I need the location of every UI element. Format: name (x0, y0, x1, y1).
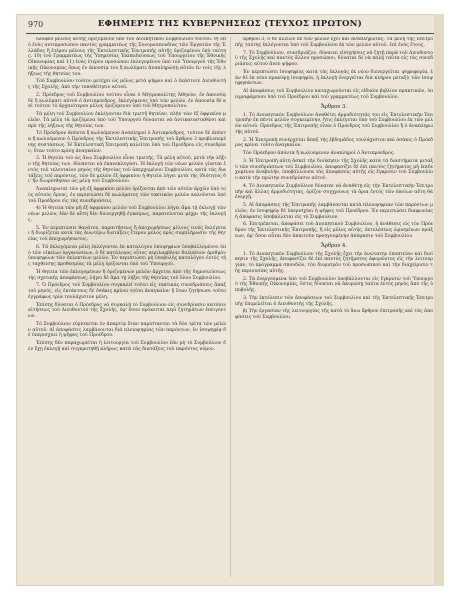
column-divider (230, 37, 231, 577)
paragraph: Τὸ Πρόεδρον ἀπόντα ἢ κωλυόμενον ἀναπληροῖ ὁ Ἀντιπρόεδρος, τοῦτον δὲ ἀπόντα ἢ κωλυόμενον ὁ Πρόεδρος τῆς Ἐκτελεστικῆς Ἐπιτροπῆς τοῦ ἄρθρου 3 προβλεπομένης συστάσεως. Ἡ Ἐκτελεστικὴ Ἐπιτροπὴ καλεῖται ὑπὸ τοῦ Προέδρου εἰς συνεδρίαν, ὅταν τοῦτο κρίνῃ ἀναγκαῖον. (28, 131, 226, 154)
paragraph: 1. Τὸ Διοικητικὸν Συμβούλιον τῆς Σχολῆς ἔχει τὴν ἀνώτατην ἐποπτείαν καὶ διοίκησιν τῆς Σχολῆς, ἀποφασίζει δὲ ἐπὶ παντὸς ζητήματος ἀφορῶντος εἰς τὴν λειτουργίαν, τὸ πρόγραμμα σπουδῶν, τὸν διορισμὸν τοῦ προσωπικοῦ καὶ τὴν διαχείρισιν τῆς περιουσίας αὐτῆς. (235, 251, 433, 274)
paragraph: 2. Ἡ Ἐπιτροπὴ συνέρχεται ἅπαξ τῆς ἑβδομάδος τουλάχιστον καὶ ὁσάκις ὁ Πρόεδρος κρίνει τοῦτο ἀναγκαῖον. (235, 137, 433, 149)
header-rule (26, 33, 434, 34)
paragraph: 5. Ἐν περιπτώσει θανάτου, παραιτήσεως ἢ ἀποχωρήσεως μέλους τινὸς ἐκλέγεται ἢ διορίζεται κατὰ τὰς ἀνωτέρω διατάξεις ἕτερον μέλος πρὸς συμπλήρωσιν τῆς θητείας τοῦ ἀποχωρήσαντος. (28, 225, 226, 242)
paragraph: 7. Τὸ Συμβούλιον, συνεδριάζον, δύναται εἰσηγήσεις νὰ ζητῇ παρὰ τοῦ Διευθυντοῦ τῆς Σχολῆς καὶ παντὸς ἄλλου προσώπου, δύναται δὲ νὰ καλῇ ταῦτα εἰς τὰς συνεδριάσεις αὐτοῦ ἄνευ ψήφου. (235, 50, 433, 67)
page-edge (434, 14, 444, 586)
paragraph: Τὰ μέλη τοῦ Συμβουλίου ἐκλέγονται διὰ τριετῆ θητείαν, πλὴν τῶν ἐξ ὀφφικίου μελῶν. Τὰ μέλη τὰ ὁριζόμενα ὑπὸ τοῦ Ὑπουργοῦ δύνανται νὰ ἀντικατασταθῶσι καὶ πρὸ τῆς λήξεως τῆς θητείας των. (28, 112, 226, 129)
paragraph: 3. Ἡ θητεία τοῦ ὡς ἄνω Συμβουλίου εἶναι τριετής. Τὰ μέλη αὐτοῦ, μετὰ τὴν λῆξιν τῆς θητείας των, δύνανται νὰ ἐπανεκλεγῶσι. Ἡ ἐκλογὴ τῶν νέων μελῶν γίνεται ἐντὸς τοῦ τελευταίου μηνὸς τῆς θητείας τοῦ ἀπερχομένου Συμβουλίου, κατὰ τὰς διατάξεις τοῦ παρόντος, τῶν δὲ μελῶν ἐξ ὀφφικίου ἡ θητεία λήγει μετὰ τῆς ἰδιότητος δι' ἣν διωρίσθησαν ὡς μέλη τοῦ Συμβουλίου. (28, 156, 226, 185)
paragraph: 6. Τὰ ἐκλεγόμενα μέλη ἐκλέγονται ἐκ καταλόγου ὑποψηφίων ὑποβαλλομένου ὑπὸ τῶν οἰκείων ὀργανώσεων, ὁ δὲ κατάλογος οὗτος περιλαμβάνει διπλάσιον ἀριθμὸν ὑποψηφίων τῶν ἐκλεκτέων μελῶν. Ἐν περιπτώσει μὴ ὑποβολῆς καταλόγου ἐντὸς τῆς ταχθείσης προθεσμίας τὰ μέλη ὁρίζονται ὑπὸ τοῦ Ὑπουργοῦ. (28, 244, 226, 267)
paragraph: Ἀναπληρωταὶ τῶν μὴ ἐξ ὀφφικίου μελῶν ὁρίζονται ἀπὸ τῶν αὐτῶν ἀρχῶν ὑπὸ τοὺς αὐτοὺς ὅρους, ἐν περιπτώσει δὲ κωλύματος τῶν τακτικῶν μελῶν καλοῦνται ὑπὸ τοῦ Προέδρου εἰς τὰς συνεδριάσεις. (28, 187, 226, 204)
paragraph: Ἐν περιπτώσει ἰσοψηφίας κατὰ τὰς ἐκλογὰς ἐκ νέου διενεργεῖται ψηφοφορία, ἐὰν δὲ ἐκ νέου προκύψῃ ἰσοψηφία, ἡ ἐκλογὴ ἐνεργεῖται διὰ κλήρου μεταξὺ τῶν ἰσοψηφησάντων. (235, 69, 433, 87)
paragraph: 3. Ἡ Ἐπιτροπὴ αὕτη ἀσκεῖ τὴν διοίκησιν τῆς Σχολῆς κατὰ τὰ διαστήματα μεταξὺ τῶν συνεδριάσεων τοῦ Συμβουλίου, ἀποφασίζει δὲ ἐπὶ παντὸς ζητήματος μὴ ἐπιδεχομένου ἀναβολήν, ὑποβάλλουσα τὰς ἀποφάσεις αὐτῆς εἰς ἔγκρισιν τοῦ Συμβουλίου κατὰ τὴν πρώτην συνεδρίασιν αὐτοῦ. (235, 158, 433, 181)
paragraph: Ἐπίσης δὲν παραχωρεῖται ἡ λειτουργία τοῦ Συμβουλίου ἐὰν μὴ τὸ Συμβούλιον δὲν ἔχῃ ἐκλεγῇ καὶ συγκροτηθῇ πλήρως κατὰ τὰς διατάξεις τοῦ παρόντος νόμου. (28, 341, 226, 352)
article-heading: Ἄρθρον 3. (321, 103, 347, 110)
left-column (28, 37, 226, 582)
paragraph: Ἐπίσης δύναται ὁ Πρόεδρος νὰ συγκαλῇ τὸ Συμβούλιον εἰς συνεδρίασιν κατόπιν αἰτήσεως τοῦ Διευθυντοῦ τῆς Σχολῆς, ἐφ' ὅσον πρόκειται περὶ ζητημάτων ἐπειγόντων. (28, 302, 226, 319)
page-number: 970 (28, 20, 44, 29)
paragraph: 2. Τὰ ἐνεργούμενα ὑπὸ τοῦ Συμβουλίου ὑποβάλλονται εἰς ἔγκρισιν τοῦ Ὑπουργοῦ τῆς Ἐθνικῆς Οἰκονομίας, ὅστις δύναται νὰ ἀκυρώσῃ ταῦτα ἐντὸς μηνὸς ἀπὸ τῆς ὑποβολῆς. (235, 276, 433, 293)
paragraph: 3. Τὴν ἐκτέλεσιν τῶν ἀποφάσεων τοῦ Συμβουλίου καὶ τῆς Ἐκτελεστικῆς Ἐπιτροπῆς ἐπιμελεῖται ὁ Διευθυντὴς τῆς Σχολῆς. (235, 295, 433, 307)
paragraph: ἄρθρου 3, ὁ δὲ πλείων ἐκ τῶν μελῶν ἔχει καὶ ἀναπληρωτάς. Τὰ μέλη τῆς Ἐπιτροπῆς ταύτης ἐκλέγονται ὑπὸ τοῦ Συμβουλίου ἐκ τῶν μελῶν αὐτοῦ, ἐπὶ ἑνὸς ἔτους. (235, 37, 433, 48)
paragraph: β) Τὴν ἐργασίαν τῆς λειτουργίας τῆς κατὰ τὸ ἄνω ἄρθρον ἐπιτροπῆς καὶ τὰς ἀποφάσεις τοῦ Συμβουλίου. (235, 309, 433, 320)
paragraph: Τὸν Πρόεδρον ἀπόντα ἢ κωλυόμενον ἀναπληροῖ ὁ Ἀντιπρόεδρος. (243, 151, 395, 156)
paragraph: 4) Ἡ θητεία τῶν μὴ ἐξ ὀφφικίου μελῶν τοῦ Συμβουλίου λήγει ἅμα τῇ ἐκλογῇ τῶν νέων μελῶν, ἐὰν δὲ αὕτη δὲν διενεργηθῇ ἐγκαίρως, παρατείνεται μέχρι τῆς ἐκλογῆς. (28, 206, 226, 223)
page-header (16, 14, 444, 36)
paragraph: Ἡ θητεία τῶν ἐκλεγομένων ἢ ὁριζομένων μελῶν ἄρχεται ἀπὸ τῆς δημοσιεύσεως τῆς σχετικῆς ἀποφάσεως, λήγει δὲ ἅμα τῇ λήξει τῆς θητείας τοῦ ὅλου Συμβουλίου. (28, 269, 226, 281)
paragraph: ολόφου μελους αυτής ὁριζόμενον ὑπὸ τοῦ Διοικητικοῦ Συμβουλίου τούτου. 9) ὑπὸ ἑνὸς αντιπροσώπου παντὸς γραμματέως τῆς Συνομοσπονδίας τῶν Ἐργατῶν τῆς Ἑλλάδος ἢ ἑτέρου μέλους τῆς Ἐκτελεστικῆς Ἐπιτροπῆς αὐτῆς ὁριζομένου ὑπὸ ταύτης. 10) τοῦ Γραμματέως τῆς Ὑπηρεσίας Ἐκπαιδεύσεως τοῦ Ὑπουργείου τῆς Ἐθνικῆς Οἰκονομίας καὶ 11) ἑνὸς ἑτέρου προσώπου ἐκλεγομένου ὑπὸ τοῦ Ὑπουργοῦ τῆς Ἐθνικῆς Οἰκονομίας ὅπως ἐν ἀπουσίᾳ του ἢ κωλύματι ἀναπληρώσῃ αὐτόν ἐν τοῖς τῆς λήξεως τῆς θητείας του. (28, 37, 226, 77)
paragraph: 2. Πρόεδρος τοῦ Συμβουλίου τούτου εἶναι ὁ Μητροπολίτης Ἀθηνῶν, ἐν ἀπουσίᾳ δὲ ἢ κωλύματι αὐτοῦ ὁ ἀντιπρόεδρος, ἐκλεγόμενος ὑπὸ τῶν μελῶν, ἐν ἀπουσίᾳ δὲ καὶ τούτου τὸ ἀρχαιότερον μέλος ὁριζόμενον ὑπὸ τοῦ Μητροπολίτου. (28, 92, 226, 110)
gazette-title: ΕΦΗΜΕΡΙΣ ΤΗΣ ΚΥΒΕΡΝΗΣΕΩΣ (ΤΕΥΧΟΣ ΠΡΩΤΟΝ) (97, 19, 363, 29)
paragraph: Τοῦ Συμβουλίου τούτου μετέχει ὡς μέλος μετὰ ψήφου καὶ ὁ ἐκάστοτε Διευθυντὴς τῆς Σχολῆς, ἀπὸ τὴν τοποθέτησιν αὐτοῦ. (28, 79, 226, 90)
paragraph: 4. Τὸ Διοικητικὸν Συμβούλιον δύναται νὰ ἀναθέτῃ εἰς τὴν Ἐκτελεστικὴν Ἐπιτροπὴν καὶ ἄλλας ἁρμοδιότητας, ὁρίζον συγχρόνως τὰ ὅρια ἐντὸς τῶν ὁποίων αὕτη θὰ ἐνεργῇ. (235, 183, 433, 201)
paragraph: 5. Αἱ ἀποφάσεις τῆς Ἐπιτροπῆς λαμβάνονται κατὰ πλειοψηφίαν τῶν παρόντων μελῶν, ἐν ἰσοψηφίᾳ δὲ ὑπερισχύει ἡ ψῆφος τοῦ Προέδρου. Ἐν περιπτώσει διαφωνίας ἡ ἀπόφασις ὑποβάλλεται εἰς τὸ Συμβούλιον. (235, 203, 433, 220)
paragraph: 7. Ὁ Πρόεδρος τοῦ Συμβουλίου συγκαλεῖ τοῦτο εἰς τακτικὰς συνεδριάσεις ἅπαξ τοῦ μηνός, εἰς ἐκτάκτους δὲ ὁσάκις κρίνει τοῦτο ἀναγκαῖον ἢ ὅταν ζητήσωσι τοῦτο ἐγγράφως τρία τουλάχιστον μέλη. (28, 283, 226, 300)
article-heading: Ἄρθρον 4. (321, 242, 347, 249)
right-column (235, 37, 433, 582)
paragraph: 1. Τὸ Διοικητικὸν Συμβούλιον ἀναθέτει ἁρμοδιότητάς του εἰς Ἐκτελεστικὴν Ἐπιτροπὴν ἐκ πέντε μελῶν συγκειμένην, ἥτις ἐκλέγεται ὑπὸ τοῦ Συμβουλίου ἐκ τῶν μελῶν αὐτοῦ. Πρόεδρος τῆς Ἐπιτροπῆς εἶναι ὁ Πρόεδρος τοῦ Συμβουλίου ἢ ὁ ἀναπληρωτὴς αὐτοῦ. (235, 112, 433, 135)
document-page (16, 14, 444, 586)
paragraph: Αἱ ἀποφάσεις τοῦ Συμβουλίου καταχωροῦνται εἰς εἰδικὸν βιβλίον πρακτικῶν, ὑπογραφόμενον ὑπὸ τοῦ Προέδρου καὶ τοῦ γραμματέως τοῦ Συμβουλίου. (235, 89, 433, 100)
paragraph: 6. Ἐπιτρέπεται, ἀποφάσει τοῦ Διοικητικοῦ Συμβουλίου, ἡ ἀνάθεσις εἰς τὸν Πρόεδρον τῆς Ἐκτελεστικῆς Ἐπιτροπῆς, ἢ εἰς μέλος αὐτῆς, ἐκτελέσεως ὡρισμένων πράξεων, ἐφ' ὅσον αὗται δὲν ἀπαιτοῦν προηγουμένην ἀπόφασιν τοῦ Συμβουλίου. (235, 222, 433, 239)
paragraph: Τὸ Συμβούλιον εὑρίσκεται ἐν ἀπαρτίᾳ ὅταν παρίστανται τὰ δύο τρίτα τῶν μελῶν αὐτοῦ. Αἱ ἀποφάσεις λαμβάνονται διὰ πλειοψηφίας τῶν παρόντων, ἐν ἰσοψηφίᾳ δὲ ὑπερισχύει ἡ ψῆφος τοῦ Προέδρου. (28, 321, 226, 339)
